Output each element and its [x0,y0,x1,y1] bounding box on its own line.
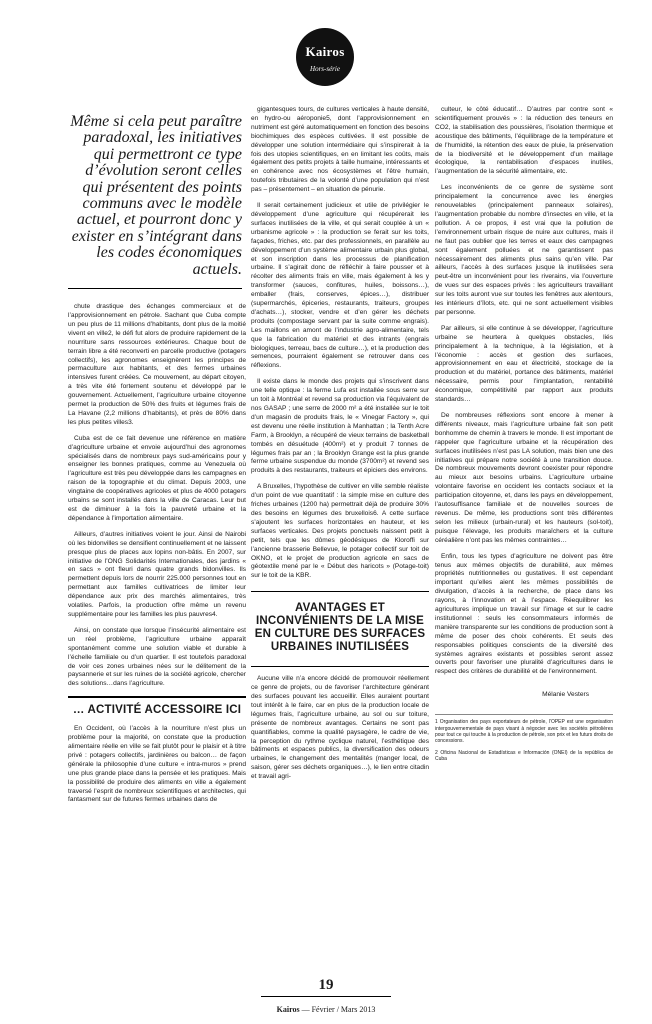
column-middle [251,106,429,789]
footer-rule [261,996,391,997]
paragraph: chute drastique des échanges commerciaux et de l’approvisionnement en pétrole. Sachant que Cuba compte un peu plus de 11 millions d’habitants, dont plus de la moitié vivent en ville2, le défi fut alors de produire rapidement de la nourriture sans ressources extérieures. Chaque bout de terrain libre a été reconverti en parcelle productive (potagers collectifs), les agronomes enseignèrent les principes de permaculture aux habitants, et des fermes urbaines intensives furent créées. Ce mouvement, au départ citoyen, a très vite été fortement soutenu et développé par le gouvernement. Actuellement, l’agriculture urbaine citoyenne permet la production de 50% des fruits et légumes frais de La Havane (2,2 millions d’habitants), et près de 80% dans les plus petites villes3. [68,303,246,426]
magazine-name: Kairos [276,1005,300,1014]
page-footer [0,977,652,1017]
kairos-logo-badge [296,28,354,86]
paragraph: Il serait certainement judicieux et utile de privilégier le développement d’une agriculture qui récupérerait les surfaces inutilisées de la ville, et qui serait couplée à un « urbanisme agricole » : la production se ferait sur les toits, façades, friches, etc. par des professionnels, en parallèle au développement d’un système alimentaire urbain plus global, et son inscription dans les processus de planification urbaine. Il s’agirait donc de réfléchir à faire pousser et à récolter des aliments frais en ville, mais également à les y transformer (sauces, confitures, huiles, boissons…), emballer (frais, conserves, épices…), distribuer (supermarchés, épiceries, restaurants, traiteurs, groupes d’achats…), stocker, vendre et d’en gérer les déchets produits (compostage servant par la suite comme engrais). Les maillons en amont de l’industrie agro-alimentaire, tels que la fabrication du matériel et des intrants (engrais biologiques, terreau, bacs de culture…), et la production des semences, pourraient également se retrouver dans ces réflexions. [251,202,429,370]
paragraph: Cuba est de ce fait devenue une référence en matière d’agriculture urbaine et envoie aujourd’hui des agronomes spécialisés dans de nombreux pays sud-américains pour y enseigner les bonnes pratiques, comme au Venezuela où l’agriculture est très peu développée dans les campagnes en raison de la topographie et du climat. Depuis 2003, une vingtaine de coopératives agricoles et plus de 4000 potagers urbains se sont installés dans la ville de Caracas. Leur but est de diminuer à la fois la pauvreté urbaine et la dépendance à l’importation alimentaire. [68,434,246,522]
page-number: 19 [318,977,334,993]
footnote: 2 Oficina Nacional de Estadísticas e Información (ONEI) de la república de Cuba [435,749,613,763]
paragraph: gigantesques tours, de cultures verticales à haute densité, en hydro-ou aéroponie5, dont l’approvisionnement en nutriment est géré automatiquement en fonction des besoins biochimiques des espèces cultivées. Il est possible de développer une solution intermédiaire qui s’inspirerait à la fois des utopies scientifiques, en en limitant les coûts, mais également des petits projets à taille humaine, intéressants et en cohérence avec nos écosystèmes et l’être humain, toutefois tributaires de la volonté d’une population qui n’est pas – présentement – en situation de pénurie. [251,106,429,194]
section-rule [68,696,246,698]
column-right [435,106,613,768]
paragraph: culteur, le côté éducatif… D’autres par contre sont « scientifiquement prouvés » : la réduction des teneurs en CO2, la stabilisation des poussières, l’isolation thermique et acoustique des bâtiments, l’équilibrage de la température et de l’humidité, la rétention des eaux de pluie, la préservation de la biodiversité et le développement d’un maillage écologique, la rentabilisation d’espaces inutiles, l’augmentation de la sécurité alimentaire, etc. [435,106,613,176]
paragraph: Aucune ville n’a encore décidé de promouvoir réellement ce genre de projets, ou de favoriser l’architecture générant des surfaces pouvant les accueillir. Elles auraient pourtant tout intérêt à le faire, car en plus de la production locale de légumes frais, l’agriculture urbaine, au sol ou sur toiture, présente de nombreux avantages. Certains ne sont pas quantifiables, comme la qualité paysagère, le cadre de vie, la perception du rythme cyclique naturel, l’esthétique des bâtiments et espaces publics, la diversification des odeurs urbaines, le changement des mentalités (manger local, de saison, gérer ses déchets organiques…), le lien entre citadin et travail agri- [251,675,429,781]
paragraph: Ailleurs, d’autres initiatives voient le jour. Ainsi de Nairobi où les bidonvilles se densifient continuellement et ne laissent presque plus de places aux lopins non-bâtis. En 2007, sur initiative de l’ONG Solidarités Internationales, des jardins « en sacs » ont fleuri dans quatre grands bidonvilles. Ils permettent depuis lors de nourrir 225.000 personnes tout en permettant aux familles cultivatrices de limiter leur dépendance aux prix des marchés alimentaires, très volatiles. Parfois, la production offre même un revenu supplémentaire pour les familles les plus pauvres4. [68,530,246,618]
footnotes [435,714,613,762]
paragraph: En Occident, où l’accès à la nourriture n’est plus un problème pour la majorité, on constate que la production alimentaire réelle en ville se fait plutôt pour le plaisir et à titre privé : potagers collectifs, jardinières ou balcon… de façon générale la philosophie d’une culture « intra-muros » prend une plus grande place dans la pensée et les pratiques. Mais la possibilité de produire des aliments en ville a également traversé l’esprit de nombreux scientifiques et architectes, qui fantasment sur de futures fermes urbaines dans de [68,725,246,804]
section-heading: … ACTIVITÉ ACCESSOIRE ICI [72,704,242,717]
column-left [68,106,246,812]
author-signature: Mélanie Vesters [542,691,589,699]
paragraph: Les inconvénients de ce genre de système sont principalement la concurrence avec les énergies renouvelables (principalement panneaux solaires), l’augmentation probable du nombre d’insectes en ville, et la pollution. A ce propos, il est vrai que la pollution de l’environnement urbain risque de nuire aux cultures, mais il ne faut pas oublier que les terres et eaux des campagnes sont également polluées et ne garantissent pas nécessairement des aliments plus sains qu’en ville. Par ailleurs, l’accès à des surfaces jusque là inutilisées sera peut-être un inconvénient pour les riverains, via l’ouverture de vues sur des espaces privés : les agriculteurs travaillant sur les toits auront vue sur toutes les fenêtres aux alentours, les intérieurs d’îlots, etc. qui ne sont actuellement visibles par personne. [435,184,613,316]
section-heading-box [251,591,429,667]
footnote: 1 Organisation des pays exportateurs de pétrole, l’OPEP est une organisation intergouvernementale de pays visant à négocier avec les sociétés pétrolières pour tout ce qui touche à la production de pétrole, son prix et les futurs droits de concessions. [435,719,613,745]
paragraph: Par ailleurs, si elle continue à se développer, l’agriculture urbaine se heurtera à quelques obstacles, liés principalement à la technique, à la législation, et à l’économie : accès et gestion des surfaces, approvisionnement en eau et électricité, stockage de la production et du matériel, portance des bâtiments, matériel nécessaire, permis pour l’implantation, rentabilité économique, compétitivité par rapport aux produits standards… [435,324,613,404]
paragraph: A Bruxelles, l’hypothèse de cultiver en ville semble réaliste d’un point de vue quantitatif : la simple mise en culture des friches urbaines (1200 ha) permettrait déjà de produire 30% des besoins en légumes des bruxellois6. A cette surface s’ajoutent les surfaces horizontales en hauteur, et les surfaces verticales. Des projets ponctuels naissent petit à petit, tels que les dômes géodésiques de Kloroffi sur l’ancienne brasserie Bellevue, le potager collectif sur toit de OKNO, et le projet de production agricole en sacs de géotextile mené par le « Début des haricots » (Potage-toit) sur le toit de la KBR. [251,483,429,580]
paragraph: Enfin, tous les types d’agriculture ne doivent pas être tenus aux mêmes objectifs de durabilité, aux mêmes propriétés nutritionnelles ou gustatives. Il est cependant important qu’elles aient les mêmes possibilités de divulgation, d’accès à la recherche, de place dans les rayons, à l’innovation et à l’espace. Réequilibrer les agricultures implique un travail sur l’image et sur le cadre institutionnel : seuls les consommateurs informés de manière transparente sur les conditions de production sont à même de poser des choix cohérents. Et seuls des responsables politiques conscients de la diversité des systèmes agraires existants et possibles seront assez ouverts pour favoriser une pluralité d’agricultures dans le respect des critères de durabilité et de l’environnement. [435,552,613,676]
paragraph: Il existe dans le monde des projets qui s’inscrivent dans une telle optique : la ferme Lufa est installée sous serre sur un toit à Montréal et revend sa production via l’équivalent de nos GASAP ; une serre de 2000 m² a été installée sur le toit d’un magasin de produits frais, le « Vinegar Factory », qui est devenu une réelle institution à Manhattan ; la Tenth Acre Farm, à Brooklyn, a récupéré de vieux terrains de basketball tombés en désuétude (400m²) et y produit 7 tonnes de légumes frais par an ; la Brooklyn Grange est la plus grande ferme urbaine suspendue du monde (3700m²) et revend ses produits à des restaurants, traiteurs et épiciers des environs. [251,378,429,475]
section-heading: AVANTAGES ET INCONVÉNIENTS DE LA MISE EN CULTURE DES SURFACES URBAINES INUTILISÉES [254,602,426,654]
badge-subtitle: Hors-série [310,65,340,73]
logo-text: Kairos [305,44,345,59]
paragraph: Ainsi, on constate que lorsque l’insécurité alimentaire est un réel problème, l’agriculture urbaine apparaît spontanément comme une solution viable et durable à l’échelle familiale ou d’un quartier. Il est toutefois paradoxal de voir ces zones urbaines nées sur le délitement de la paysannerie et sur les ruines de la société agricole, chercher des solutions…dans l’agriculture. [68,626,246,688]
issue-date: — Février / Mars 2013 [299,1005,376,1014]
pull-quote: Même si cela peut paraître paradoxal, les initiatives qui permettront ce type d’évolution seront celles qui présentent des points communs avec le modèle actuel, et pourront donc y exister en s’intégrant dans les codes économiques actuels. [68,114,242,289]
magazine-issue [277,1005,376,1014]
paragraph: De nombreuses réflexions sont encore à mener à différents niveaux, mais l’agriculture urbaine fait son petit bonhomme de chemin à travers le monde. Il est important de rappeler que l’agriculture urbaine et la récupération des surfaces inutilisées n’est pas LA solution, mais bien une des initiatives qui prépare notre société à une transition douce. De nombreux mouvements devront coexister pour répondre au mieux aux besoins urbains. L’agriculture urbaine volontaire favorise en occident les contacts sociaux et la participation citoyenne, et, dans les pays en développement, l’autosuffisance familiale et de nouvelles sources de revenus. De même, les productions sont très différentes selon les milieux (urbain-rural) et les hauteurs (sol-toit), puisque l’élevage, les produits maraîchers et la culture céréalière n’ont pas les mêmes contraintes… [435,412,613,544]
